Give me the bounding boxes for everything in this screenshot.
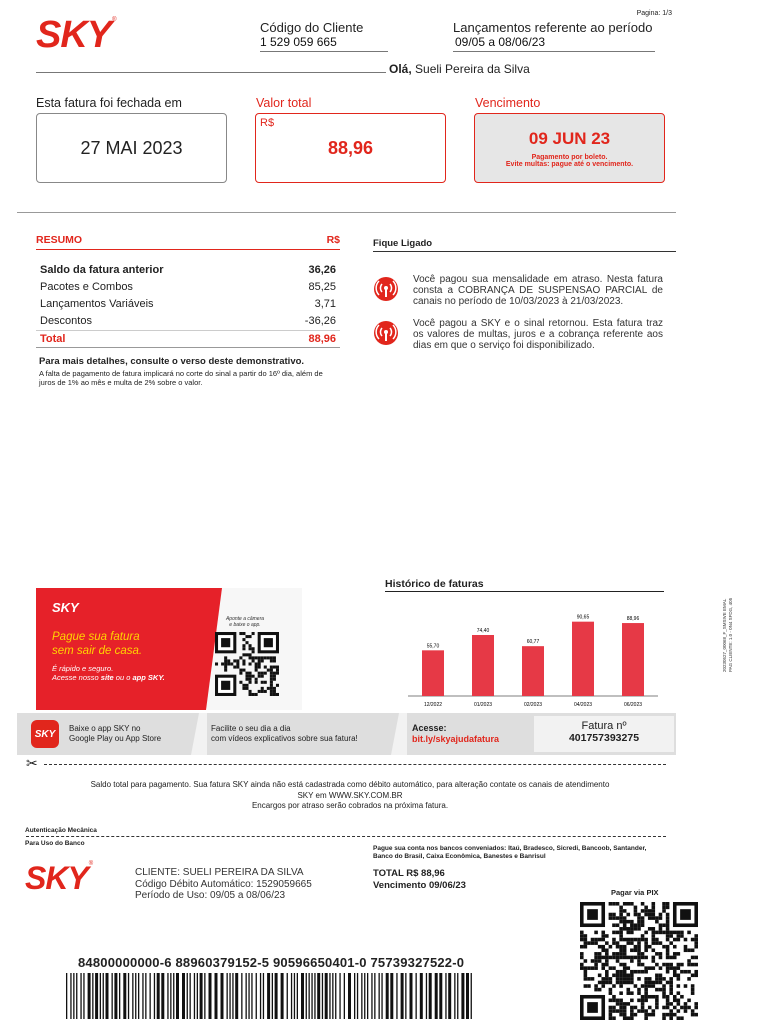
bar-category-label: 12/2022 xyxy=(423,702,443,708)
pix-qr-code[interactable] xyxy=(580,902,698,1020)
bar-category-label: 04/2023 xyxy=(573,702,593,708)
summary-panel xyxy=(36,234,340,387)
alert-text: Você pagou a SKY e o sinal retornou. Esta fatura traz os valores de multas, juros e a cobrança referente aos dias em que o serviço foi disponibilizado. xyxy=(413,318,663,351)
qr-hint: Aponte a câmera e baixe o app. xyxy=(225,616,265,628)
client-code-value: 1 529 059 665 xyxy=(260,35,388,52)
sky-app-icon[interactable]: SKY xyxy=(31,720,59,748)
bar-category-label: 06/2023 xyxy=(623,702,643,708)
alert-item xyxy=(373,318,676,351)
summary-row: Descontos -36,26 xyxy=(40,315,336,327)
summary-total-row: Total 88,96 xyxy=(36,330,340,347)
access-block: Acesse: bit.ly/skyajudafatura xyxy=(412,723,500,744)
signal-icon xyxy=(373,320,399,346)
access-link[interactable]: bit.ly/skyajudafatura xyxy=(412,734,500,744)
bank-use-label: Para Uso do Banco xyxy=(25,840,85,847)
fique-ligado-panel xyxy=(373,238,676,351)
greeting: Olá, Sueli Pereira da Silva xyxy=(389,62,530,76)
history-title: Histórico de faturas xyxy=(385,578,664,592)
cut-line xyxy=(44,764,666,765)
history-bar xyxy=(622,623,644,696)
due-label: Vencimento xyxy=(475,96,541,110)
summary-currency: R$ xyxy=(326,234,340,246)
period-value: 09/05 a 08/06/23 xyxy=(453,35,655,52)
greeting-line xyxy=(36,72,386,73)
client-code-label: Código do Cliente xyxy=(260,20,364,35)
total-value: 88,96 xyxy=(327,137,374,158)
page-number: Pagina: 1/3 xyxy=(636,10,672,17)
slip-client-info: CLIENTE: SUELI PEREIRA DA SILVA Código Débito Automático: 1529059665 Período de Uso: 09/05 a 08/06/23 xyxy=(135,867,312,901)
payment-barcode xyxy=(66,973,476,1019)
side-code: 20230527_00068_F_SMSIVE EMAL PAG CLIENTE: 1.0 - 0N4 SFDG, 405 xyxy=(722,597,733,672)
due-note-2: Evite multas: pague até o vencimento. xyxy=(505,160,634,168)
fique-title: Fique Ligado xyxy=(373,238,676,252)
signal-icon xyxy=(373,276,399,302)
strip-separator xyxy=(187,713,207,755)
due-date: 09 JUN 23 xyxy=(528,128,611,148)
slip-line xyxy=(26,836,666,837)
summary-row: Lançamentos Variáveis 3,71 xyxy=(40,298,336,310)
summary-note-bold: Para mais detalhes, consulte o verso deste demonstrativo. xyxy=(39,356,305,367)
promo-headline: Pague sua fatura sem sair de casa. xyxy=(52,631,143,657)
invoice-number-box xyxy=(534,716,674,752)
divider xyxy=(17,212,676,213)
bar-value-label: 55,70 xyxy=(426,643,440,650)
bar-value-label: 74,40 xyxy=(476,627,490,634)
closed-date: 27 MAI 2023 xyxy=(80,137,183,158)
barcode-digits: 84800000000-6 88960379152-5 90596650401-0 75739327522-0 xyxy=(78,955,465,970)
info-strip xyxy=(17,713,676,755)
scissors-icon: ✂ xyxy=(26,755,38,771)
history-bar xyxy=(572,622,594,696)
summary-note: A falta de pagamento de fatura implicará no corte do sinal a partir do 16º dia, além de juros de 1% ao mês e multa de 2% sobre o valor. xyxy=(39,369,323,387)
bar-value-label: 90,65 xyxy=(576,614,590,621)
pix-label: Pagar via PIX xyxy=(611,888,659,897)
videos-text: Facilite o seu dia a dia com vídeos explicativos sobre sua fatura! xyxy=(211,724,358,743)
promo-logo: SKY xyxy=(52,600,79,615)
bar-value-label: 88,96 xyxy=(626,616,640,623)
app-download-text: Baixe o app SKY no Google Play ou App Store xyxy=(69,724,162,743)
total-box xyxy=(255,113,446,183)
total-label: Valor total xyxy=(256,96,312,110)
summary-row: Saldo da fatura anterior 36,26 xyxy=(40,264,336,276)
app-qr-code[interactable] xyxy=(215,632,279,696)
closed-label: Esta fatura foi fechada em xyxy=(36,96,182,110)
history-chart xyxy=(404,604,660,710)
summary-title: RESUMO xyxy=(36,234,83,246)
banks-list: Pague sua conta nos bancos conveniados: Itaú, Bradesco, Sicredi, Bancoob, Santander, Banco do Brasil, Caixa Econômica, Banestes e Banrisul xyxy=(373,845,647,860)
promo-text: É rápido e seguro. Acesse nosso site ou o app SKY. xyxy=(52,664,165,682)
alert-text: Você pagou sua mensalidade em atraso. Nesta fatura consta a COBRANÇA DE SUSPENSAO PARCIAL de canais no período de 10/03/2023 à 21/03/2023. xyxy=(413,274,663,307)
bar-category-label: 01/2023 xyxy=(473,702,493,708)
invoice-number: 401757393275 xyxy=(568,732,640,744)
period-label: Lançamentos referente ao período xyxy=(453,20,653,35)
auth-label: Autenticação Mecânica xyxy=(25,827,97,834)
alert-item xyxy=(373,274,676,307)
slip-total: TOTAL R$ 88,96 Vencimento 09/06/23 xyxy=(373,868,466,891)
sky-logo-slip: SKY® xyxy=(25,860,93,896)
payment-notice: Saldo total para pagamento. Sua fatura SKY ainda não está cadastrada como débito automático, para alteração contate os canais de atendimento SKY em WWW.SKY.COM.BR Encargos por atraso serão cobrados na próxima fatura. xyxy=(90,780,610,810)
invoice-label: Fatura nº xyxy=(581,720,627,732)
summary-row: Pacotes e Combos 85,25 xyxy=(40,281,336,293)
total-currency: R$ xyxy=(260,117,275,129)
due-box xyxy=(474,113,665,183)
promo-banner xyxy=(36,588,302,710)
history-bar xyxy=(422,650,444,696)
bar-category-label: 02/2023 xyxy=(523,702,543,708)
strip-separator xyxy=(387,713,407,755)
history-bar xyxy=(522,646,544,696)
history-bar xyxy=(472,635,494,696)
closed-date-box xyxy=(36,113,227,183)
due-note-1: Pagamento por boleto. xyxy=(531,153,608,161)
bar-value-label: 60,77 xyxy=(526,639,540,646)
sky-logo: SKY® xyxy=(36,14,116,56)
